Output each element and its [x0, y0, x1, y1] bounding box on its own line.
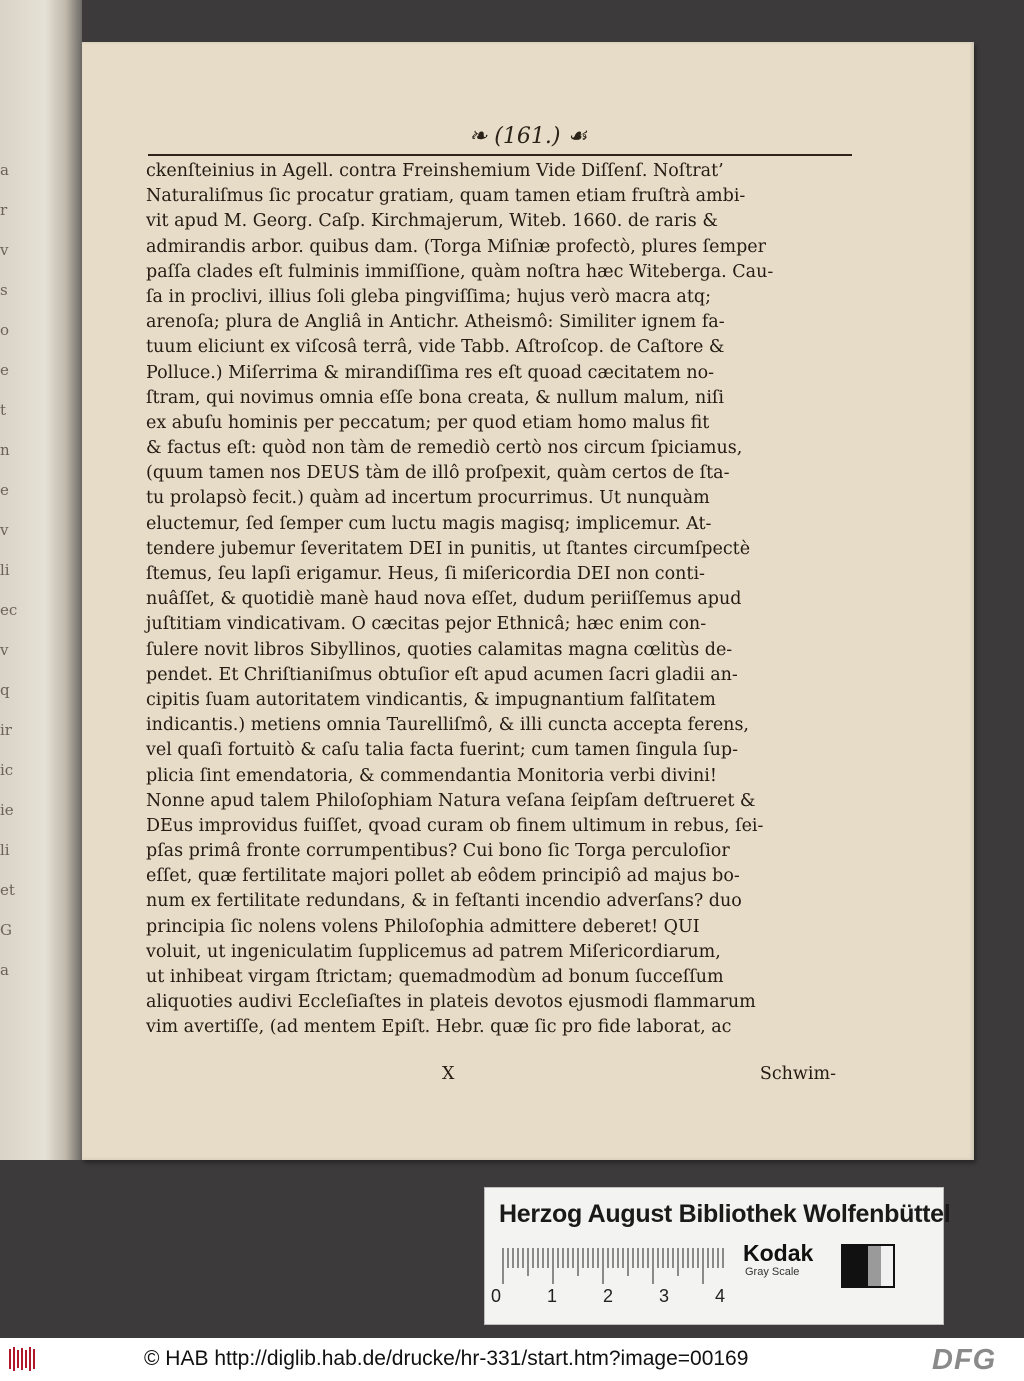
- hab-logo-icon: [8, 1346, 38, 1372]
- library-name: Herzog August Bibliothek Wolfenbüttel: [499, 1200, 951, 1228]
- text-line: plicia ſint emendatoria, & commendantia Monitoria verbi divini!: [146, 765, 717, 786]
- ruler-numbers: [491, 1286, 731, 1312]
- header-rule: [148, 154, 852, 156]
- page-header: [82, 124, 974, 154]
- page-footer-line: [146, 1064, 862, 1090]
- text-line: (quum tamen nos DEUS tàm de illô proſpexit, quàm certos de ſta-: [146, 463, 730, 484]
- left-page-mark: r: [0, 201, 8, 219]
- left-page-mark: ir: [0, 721, 12, 739]
- left-page-mark: q: [0, 681, 10, 699]
- ruler-number: 3: [659, 1286, 670, 1306]
- text-line: eluctemur, ſed ſemper cum luctu magis magisq; implicemur. At-: [146, 513, 712, 534]
- left-page-mark: s: [0, 281, 8, 299]
- gray-scale-label: Gray Scale: [745, 1266, 800, 1278]
- book-page: [82, 42, 974, 1160]
- text-line: principia ſic nolens volens Philoſophia admittere deberet! QUI: [146, 916, 700, 937]
- copyright-notice: © HAB http://diglib.hab.de/drucke/hr-331/start.htm?image=00169: [144, 1347, 749, 1370]
- text-line: paſſa clades eſt fulminis immiſſione, quàm noſtra hæc Witeberga. Cau-: [146, 261, 774, 282]
- kodak-logo: Kodak: [743, 1240, 814, 1266]
- text-line: vit apud M. Georg. Caſp. Kirchmajerum, Witeb. 1660. de raris &: [146, 211, 718, 232]
- dfg-logo: DFG: [932, 1344, 997, 1376]
- left-page-mark: t: [0, 401, 7, 419]
- left-page-mark: v: [0, 641, 9, 659]
- text-line: ex abuſu hominis per peccatum; per quod etiam homo malus fit: [146, 412, 710, 433]
- left-page-mark: e: [0, 481, 9, 499]
- text-line: & factus eſt: quòd non tàm de remediò certò nos circum ſpiciamus,: [146, 438, 743, 459]
- text-line: pendet. Et Chriſtianiſmus obtuſior eſt apud acumen ſacri gladii an-: [146, 664, 738, 685]
- text-line: voluit, ut ingeniculatim ſupplicemus ad patrem Miſericordiarum,: [146, 941, 721, 962]
- text-line: tu prolapsò fecit.) quàm ad incertum procurrimus. Ut nunquàm: [146, 488, 710, 509]
- ruler-number: 0: [491, 1286, 502, 1306]
- text-line: ckenſteinius in Agell. contra Freinshemium Vide Diſſenſ. Noſtrat’: [146, 161, 724, 181]
- left-page-mark: v: [0, 521, 9, 539]
- text-line: ſa in proclivi, illius ſoli gleba pingviſſima; hujus verò macra atq;: [146, 286, 711, 307]
- text-line: arenoſa; plura de Angliâ in Antichr. Atheismô: Similiter ignem fa-: [146, 312, 725, 333]
- left-page-edge: [0, 0, 82, 1160]
- text-line: ſtram, qui novimus omnia eſſe bona creata, & nullum malum, niſi: [146, 387, 724, 408]
- left-page-mark: et: [0, 881, 15, 899]
- text-line: ſtemus, ſeu lapſi erigamur. Heus, ſi miſericordia DEI non conti-: [146, 564, 705, 584]
- left-page-mark: n: [0, 441, 10, 459]
- catchword: Schwim-: [759, 1064, 836, 1084]
- text-line: juſtitiam vindicativam. O cæcitas pejor Ethnicâ; hæc enim con-: [146, 614, 707, 635]
- text-line: tuum eliciunt ex viſcosâ terrâ, vide Tabb. Aſtroſcop. de Caſtore &: [146, 337, 725, 358]
- text-line: Polluce.) Miſerrima & mirandiſſima res eſt quoad cæcitatem no-: [146, 362, 715, 383]
- text-line: DEus improvidus fuiſſet, qvoad curam ob finem ultimum in rebus, ſei-: [146, 815, 764, 836]
- text-line: tendere jubemur ſeveritatem DEI in punitis, ut ſtantes circumſpectè: [146, 538, 751, 559]
- left-page-mark: li: [0, 561, 10, 579]
- page-number: (161.): [494, 124, 561, 149]
- text-line: indicantis.) metiens omnia Taurelliſmô, & illi cuncta accepta ferens,: [146, 715, 749, 736]
- left-page-mark: ic: [0, 761, 14, 779]
- text-line: Naturaliſmus ſic procatur gratiam, quam tamen etiam fruſtrà ambi-: [146, 186, 746, 207]
- footer-bar: [0, 1338, 1024, 1381]
- ornament-left-icon: ❧: [468, 124, 488, 149]
- text-line: ſulere novit libros Sibyllinos, quoties calamitas magna cœlitùs de-: [146, 639, 733, 660]
- text-line: eſſet, quæ fertilitate majori pollet ab eôdem principiô ad majus bo-: [146, 866, 740, 887]
- ornament-right-icon: ☙: [567, 124, 588, 149]
- left-page-mark: G: [0, 921, 12, 939]
- ruler-number: 1: [547, 1286, 558, 1306]
- left-page-mark: ec: [0, 601, 18, 619]
- ruler-scale: [499, 1246, 729, 1286]
- ruler-number: 2: [603, 1286, 614, 1306]
- text-line: nuâſſet, & quotidiè manè haud nova eſſet, dudum periiſſemus apud: [146, 589, 742, 610]
- text-line: vel quaſi fortuitò & caſu talia facta fuerint; cum tamen ſingula ſup-: [146, 740, 739, 761]
- left-page-mark: ie: [0, 801, 14, 819]
- signature-mark: X: [442, 1064, 455, 1084]
- left-page-mark: o: [0, 321, 10, 339]
- text-line: ut inhibeat virgam ſtrictam; quemadmodùm ad bonum ſucceſſum: [146, 967, 724, 987]
- left-page-mark: li: [0, 841, 10, 859]
- text-line: admirandis arbor. quibus dam. (Torga Miſniæ profectò, plures ſemper: [146, 236, 767, 257]
- text-line: cipitis ſuam autoritatem vindicantis, & impugnantium falſitatem: [146, 689, 716, 710]
- text-line: aliquoties audivi Eccleſiaſtes in plateis devotos ejusmodi flammarum: [146, 992, 756, 1013]
- gray-scale-patches: [841, 1244, 895, 1288]
- left-page-marks: [0, 150, 22, 979]
- left-page-mark: e: [0, 361, 9, 379]
- text-line: num ex fertilitate redundans, & in feſtanti incendio adverſans? duo: [146, 891, 742, 912]
- body-text: [146, 159, 862, 1041]
- left-page-mark: a: [0, 961, 9, 979]
- text-line: pſas primâ fronte corrumpentibus? Cui bono ſic Torga perculoſior: [146, 841, 730, 862]
- left-page-mark: v: [0, 241, 9, 259]
- ruler-number: 4: [715, 1286, 726, 1306]
- left-page-mark: a: [0, 161, 9, 179]
- text-line: vim avertiſſe, (ad mentem Epiſt. Hebr. quæ ſic pro fide laborat, ac: [146, 1017, 732, 1038]
- library-color-card: [484, 1187, 951, 1325]
- text-line: Nonne apud talem Philoſophiam Natura veſana ſeipſam deſtrueret &: [146, 790, 756, 811]
